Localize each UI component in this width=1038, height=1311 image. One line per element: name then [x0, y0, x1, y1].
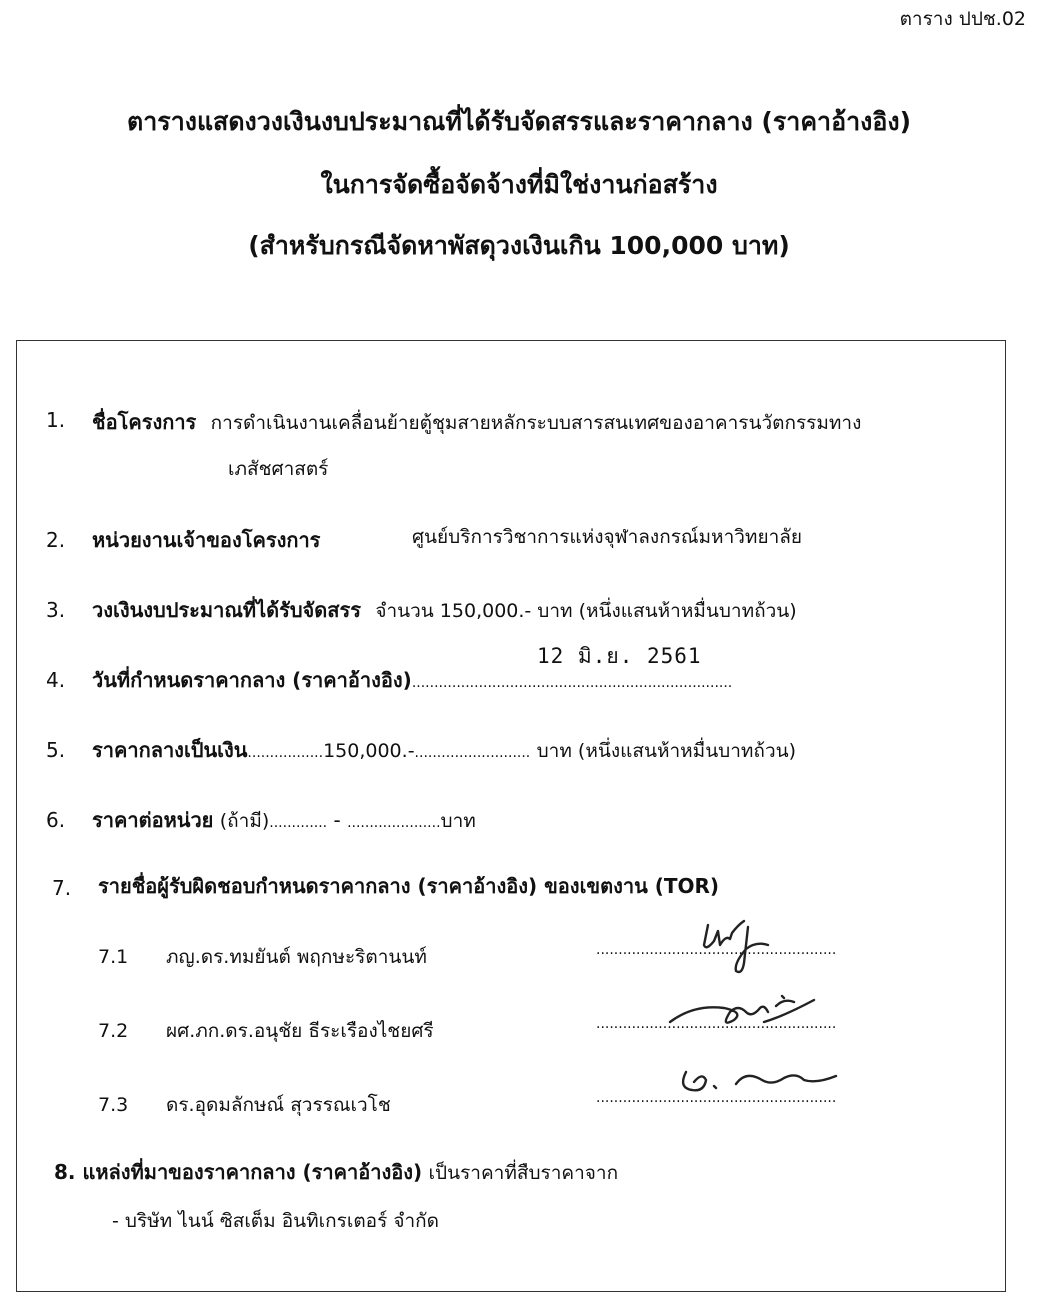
item-3-number: 3.	[46, 598, 66, 622]
item-1-value: การดำเนินงานเคลื่อนย้ายตู้ชุมสายหลักระบบสารสนเทศของอาคารนวัตกรรมทาง	[210, 412, 862, 434]
item-6-paren: (ถ้ามี)	[219, 810, 270, 832]
item-5-number: 5.	[46, 738, 66, 762]
document-title-line-3: (สำหรับกรณีจัดหาพัสดุวงเงินเกิน 100,000 บาท)	[248, 231, 790, 260]
item-5-row	[92, 734, 796, 766]
item-1-value-cont: เภสัชศาสตร์	[228, 458, 329, 480]
person-1-number: 7.1	[98, 946, 129, 968]
item-2-number: 2.	[46, 528, 66, 552]
form-code: ตาราง ปปช.02	[899, 8, 1026, 30]
person-2-signature-line: ......................................................	[596, 1016, 837, 1032]
item-4-label: วันที่กำหนดราคากลาง (ราคาอ้างอิง)	[92, 668, 412, 692]
signature-3	[676, 1060, 846, 1100]
item-3-row	[92, 594, 797, 626]
item-8-text: เป็นราคาที่สืบราคาจาก	[428, 1162, 619, 1184]
item-8-source: - บริษัท ไนน์ ซิสเต็ม อินทิเกรเตอร์ จำกัด	[112, 1210, 439, 1232]
item-6-dots-2: .....................	[347, 815, 441, 831]
item-3-value: จำนวน 150,000.- บาท (หนึ่งแสนห้าหมื่นบาทถ้วน)	[375, 600, 797, 622]
item-6-dots-1: .............	[269, 815, 328, 831]
item-4-dots: ........................................................................	[411, 675, 733, 691]
person-1-signature-line: ......................................................	[596, 942, 837, 958]
document-title-line-1: ตารางแสดงวงเงินงบประมาณที่ได้รับจัดสรรและราคากลาง (ราคาอ้างอิง)	[127, 107, 911, 136]
person-3-name: ดร.อุดมลักษณ์ สุวรรณเวโช	[166, 1094, 391, 1116]
item-1-row	[92, 406, 861, 438]
date-stamp: 12 มิ.ย. 2561	[537, 644, 702, 668]
item-7-label: รายชื่อผู้รับผิดชอบกำหนดราคากลาง (ราคาอ้างอิง) ของเขตงาน (TOR)	[98, 874, 720, 898]
item-6-row	[92, 804, 476, 836]
person-3-number: 7.3	[98, 1094, 129, 1116]
item-1-label: ชื่อโครงการ	[92, 410, 197, 434]
signature-1	[690, 905, 780, 985]
item-2-value: ศูนย์บริการวิชาการแห่งจุฬาลงกรณ์มหาวิทยาลัย	[412, 526, 803, 548]
item-5-label: ราคากลางเป็นเงิน	[92, 738, 248, 762]
item-6-number: 6.	[46, 808, 66, 832]
person-3-signature-line: ......................................................	[596, 1090, 837, 1106]
person-2-number: 7.2	[98, 1020, 129, 1042]
item-5-dots-1: .................	[247, 745, 324, 761]
item-3-label: วงเงินงบประมาณที่ได้รับจัดสรร	[92, 598, 361, 622]
item-4-number: 4.	[46, 668, 66, 692]
item-5-dots-2: ..........................	[414, 745, 531, 761]
item-1-number: 1.	[46, 408, 66, 432]
item-7-number: 7.	[52, 876, 72, 900]
item-6-unit: บาท	[440, 810, 476, 832]
document-title-line-2: ในการจัดซื้อจัดจ้างที่มิใช่งานก่อสร้าง	[320, 170, 718, 199]
item-5-suffix: บาท (หนึ่งแสนห้าหมื่นบาทถ้วน)	[536, 740, 797, 762]
person-2-name: ผศ.ภก.ดร.อนุชัย ธีระเรืองไชยศรี	[166, 1020, 434, 1042]
signature-2	[664, 986, 824, 1036]
item-6-label: ราคาต่อหน่วย	[92, 808, 214, 832]
item-8-label: 8. แหล่งที่มาของราคากลาง (ราคาอ้างอิง)	[54, 1160, 423, 1184]
item-6-dash: -	[333, 808, 341, 832]
person-1-name: ภญ.ดร.ทมยันต์ พฤกษะริตานนท์	[166, 946, 427, 968]
item-8-row	[54, 1156, 618, 1188]
item-5-value: 150,000.-	[323, 740, 415, 762]
item-2-label: หน่วยงานเจ้าของโครงการ	[92, 528, 321, 552]
